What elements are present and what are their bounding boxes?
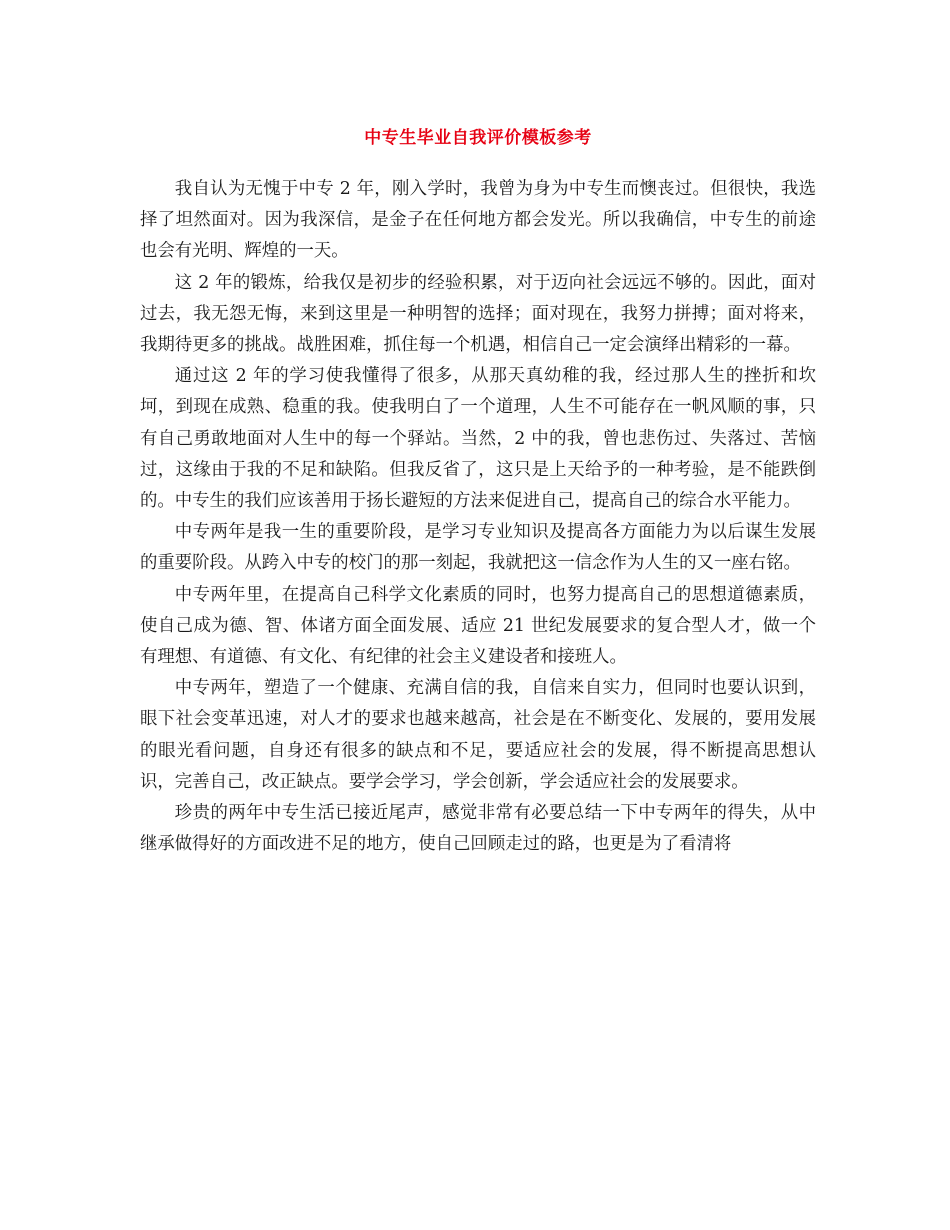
paragraph-2: 这 2 年的锻炼，给我仅是初步的经验积累，对于迈向社会远远不够的。因此，面对过去，我无怨无悔，来到这里是一种明智的选择；面对现在，我努力拼搏；面对将来，我期待更多的挑战。战胜困难，抓住每一个机遇，相信自己一定会演绎出精彩的一幕。 <box>140 272 816 356</box>
paragraph-6: 中专两年，塑造了一个健康、充满自信的我，自信来自实力，但同时也要认识到，眼下社会变革迅速，对人才的要求也越来越高，社会是在不断变化、发展的，要用发展的眼光看问题，自身还有很多的缺点和不足，要适应社会的发展，得不断提高思想认识，完善自己，改正缺点。要学会学习，学会创新，学会适应社会的发展要求。 <box>140 678 816 792</box>
paragraph-7: 珍贵的两年中专生活已接近尾声，感觉非常有必要总结一下中专两年的得失，从中继承做得好的方面改进不足的地方，使自己回顾走过的路，也更是为了看清将 <box>140 803 816 855</box>
paragraph-4: 中专两年是我一生的重要阶段，是学习专业知识及提高各方面能力为以后谋生发展的重要阶段。从跨入中专的校门的那一刻起，我就把这一信念作为人生的又一座右铭。 <box>140 522 816 574</box>
document-title: 中专生毕业自我评价模板参考 <box>364 128 592 148</box>
paragraph-1: 我自认为无愧于中专 2 年，刚入学时，我曾为身为中专生而懊丧过。但很快，我选择了坦然面对。因为我深信，是金子在任何地方都会发光。所以我确信，中专生的前途也会有光明、辉煌的一天。 <box>140 179 816 262</box>
document-body <box>140 174 816 860</box>
paragraph-5: 中专两年里，在提高自己科学文化素质的同时，也努力提高自己的思想道德素质，使自己成为德、智、体诸方面全面发展、适应 21 世纪发展要求的复合型人才，做一个有理想、有道德、有文化、有纪律的社会主义建设者和接班人。 <box>140 584 816 668</box>
paragraph-3: 通过这 2 年的学习使我懂得了很多，从那天真幼稚的我，经过那人生的挫折和坎坷，到现在成熟、稳重的我。使我明白了一个道理，人生不可能存在一帆风顺的事，只有自己勇敢地面对人生中的每一个驿站。当然，2 中的我，曾也悲伤过、失落过、苦恼过，这缘由于我的不足和缺陷。但我反省了，这只是上天给予的一种考验，是不能跌倒的。中专生的我们应该善用于扬长避短的方法来促进自己，提高自己的综合水平能力。 <box>140 366 816 512</box>
